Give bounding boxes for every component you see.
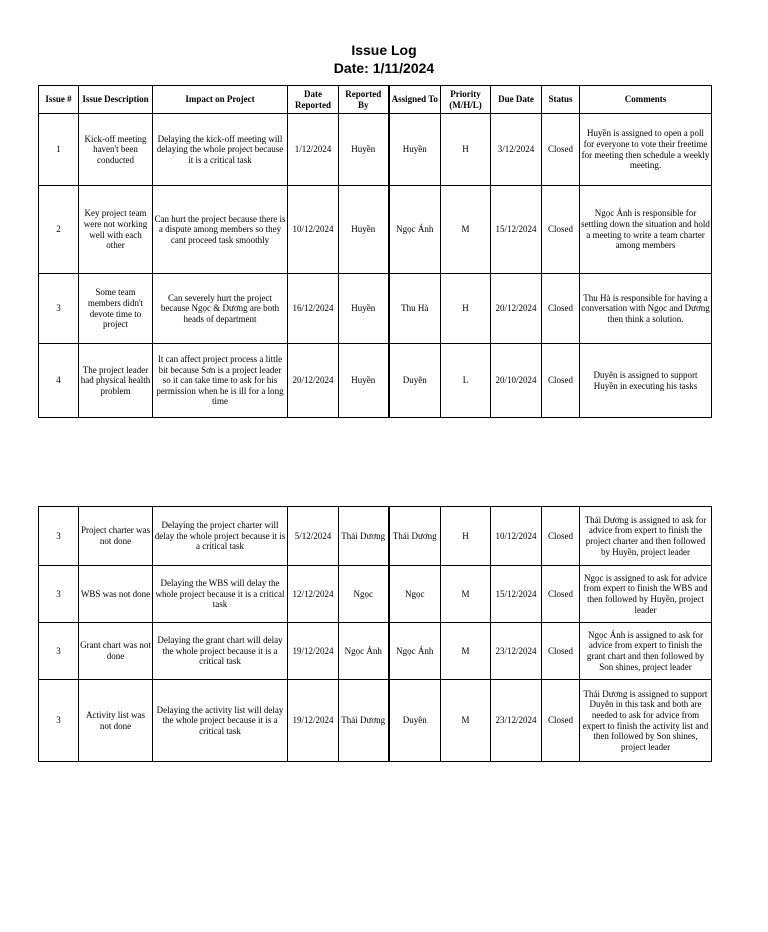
table-row (39, 186, 712, 274)
cell-impact: Delaying the grant chart will delay the whole project because it is a critical task (153, 623, 288, 680)
table-row (39, 566, 712, 623)
cell-comments: Thái Dương is assigned to ask for advice from expert to finish the project charter and then followed by Huyền, project leader (580, 507, 712, 566)
cell-comments: Huyền is assigned to open a poll for everyone to vote their freetime for meeting then schedule a weekly meeting. (580, 114, 712, 186)
cell-comments: Ngọc Ánh is assigned to ask for advice from expert to finish the grant chart and then followed by Son shines, project leader (580, 623, 712, 680)
cell-issue-description: The project leader had physical health problem (79, 344, 153, 418)
table-row (39, 274, 712, 344)
cell-date-reported: 16/12/2024 (288, 274, 339, 344)
cell-comments: Ngọc Ánh is responsible for settling down the situation and hold a meeting to write a team charter among members (580, 186, 712, 274)
cell-assigned-to: Duyên (389, 344, 441, 418)
cell-date-reported: 10/12/2024 (288, 186, 339, 274)
cell-issue-description: Grant chart was not done (79, 623, 153, 680)
cell-reported-by: Thái Dương (339, 680, 389, 762)
cell-impact: Delaying the kick-off meeting will delaying the whole project because it is a critical task (153, 114, 288, 186)
cell-impact: Delaying the WBS will delay the whole project because it is a critical task (153, 566, 288, 623)
cell-due-date: 20/12/2024 (491, 274, 542, 344)
cell-priority: M (441, 566, 491, 623)
cell-status: Closed (542, 680, 580, 762)
cell-issue-number: 3 (39, 507, 79, 566)
cell-reported-by: Ngọc Ánh (339, 623, 389, 680)
header-issue-description: Issue Description (79, 86, 153, 114)
table-row (39, 623, 712, 680)
cell-comments: Thái Dương is assigned to support Duyên in this task and both are needed to ask for advice from expert to finish the activity list and then followed by Son shines, project leader (580, 680, 712, 762)
cell-assigned-to: Ngọc Ánh (389, 186, 441, 274)
cell-due-date: 23/12/2024 (491, 623, 542, 680)
cell-comments: Thu Hà is responsible for having a conversation with Ngọc and Dương then think a solution. (580, 274, 712, 344)
cell-issue-number: 3 (39, 566, 79, 623)
cell-reported-by: Huyền (339, 274, 389, 344)
cell-reported-by: Huyền (339, 344, 389, 418)
header-date-reported: Date Reported (288, 86, 339, 114)
table-row (39, 114, 712, 186)
cell-issue-number: 3 (39, 274, 79, 344)
cell-assigned-to: Ngọc (389, 566, 441, 623)
header-row (39, 86, 712, 114)
cell-due-date: 23/12/2024 (491, 680, 542, 762)
cell-status: Closed (542, 623, 580, 680)
cell-impact: Delaying the project charter will delay the whole project because it is a critical task (153, 507, 288, 566)
cell-issue-description: Project charter was not done (79, 507, 153, 566)
header-assigned-to: Assigned To (389, 86, 441, 114)
header-priority: Priority (M/H/L) (441, 86, 491, 114)
cell-status: Closed (542, 274, 580, 344)
table-row (39, 344, 712, 418)
cell-issue-number: 4 (39, 344, 79, 418)
cell-comments: Ngọc is assigned to ask for advice from expert to finish the WBS and then followed by Huyền, project leader (580, 566, 712, 623)
cell-impact: Delaying the activity list will delay the whole project because it is a critical task (153, 680, 288, 762)
issue-table-bottom (38, 506, 712, 762)
cell-date-reported: 1/12/2024 (288, 114, 339, 186)
cell-status: Closed (542, 344, 580, 418)
cell-status: Closed (542, 566, 580, 623)
cell-reported-by: Thái Dương (339, 507, 389, 566)
cell-due-date: 3/12/2024 (491, 114, 542, 186)
header-issue-no: Issue # (39, 86, 79, 114)
cell-date-reported: 12/12/2024 (288, 566, 339, 623)
cell-issue-description: Key project team were not working well with each other (79, 186, 153, 274)
cell-due-date: 20/10/2024 (491, 344, 542, 418)
cell-assigned-to: Duyên (389, 680, 441, 762)
cell-issue-description: Activity list was not done (79, 680, 153, 762)
issue-table-top (38, 85, 712, 418)
page-title: Issue Log (351, 42, 417, 58)
cell-reported-by: Huyền (339, 186, 389, 274)
cell-issue-number: 2 (39, 186, 79, 274)
table-row (39, 680, 712, 762)
cell-issue-description: WBS was not done (79, 566, 153, 623)
cell-due-date: 15/12/2024 (491, 186, 542, 274)
header-status: Status (542, 86, 580, 114)
cell-date-reported: 19/12/2024 (288, 680, 339, 762)
cell-date-reported: 5/12/2024 (288, 507, 339, 566)
cell-assigned-to: Huyền (389, 114, 441, 186)
cell-priority: M (441, 623, 491, 680)
table-row (39, 507, 712, 566)
cell-issue-number: 1 (39, 114, 79, 186)
cell-comments: Duyên is assigned to support Huyền in executing his tasks (580, 344, 712, 418)
cell-issue-number: 3 (39, 623, 79, 680)
cell-priority: M (441, 680, 491, 762)
header-comments: Comments (580, 86, 712, 114)
cell-priority: H (441, 114, 491, 186)
cell-date-reported: 19/12/2024 (288, 623, 339, 680)
cell-status: Closed (542, 507, 580, 566)
cell-impact: It can affect project process a little bit because Sơn is a project leader so it can take time to ask for his permission when he is ill for a long time (153, 344, 288, 418)
cell-reported-by: Huyền (339, 114, 389, 186)
cell-status: Closed (542, 186, 580, 274)
cell-issue-description: Kick-off meeting haven't been conducted (79, 114, 153, 186)
cell-assigned-to: Ngọc Ánh (389, 623, 441, 680)
header-due-date: Due Date (491, 86, 542, 114)
cell-date-reported: 20/12/2024 (288, 344, 339, 418)
cell-issue-description: Some team members didn't devote time to project (79, 274, 153, 344)
cell-impact: Can hurt the project because there is a dispute among members so they cant proceed task smoothly (153, 186, 288, 274)
cell-assigned-to: Thái Dương (389, 507, 441, 566)
page-date: Date: 1/11/2024 (333, 60, 435, 76)
cell-priority: L (441, 344, 491, 418)
cell-priority: M (441, 186, 491, 274)
cell-due-date: 15/12/2024 (491, 566, 542, 623)
cell-impact: Can severely hurt the project because Ngọc & Dương are both heads of department (153, 274, 288, 344)
cell-priority: H (441, 507, 491, 566)
cell-reported-by: Ngọc (339, 566, 389, 623)
cell-status: Closed (542, 114, 580, 186)
cell-due-date: 10/12/2024 (491, 507, 542, 566)
header-impact: Impact on Project (153, 86, 288, 114)
cell-priority: H (441, 274, 491, 344)
cell-issue-number: 3 (39, 680, 79, 762)
header-reported-by: Reported By (339, 86, 389, 114)
cell-assigned-to: Thu Hà (389, 274, 441, 344)
